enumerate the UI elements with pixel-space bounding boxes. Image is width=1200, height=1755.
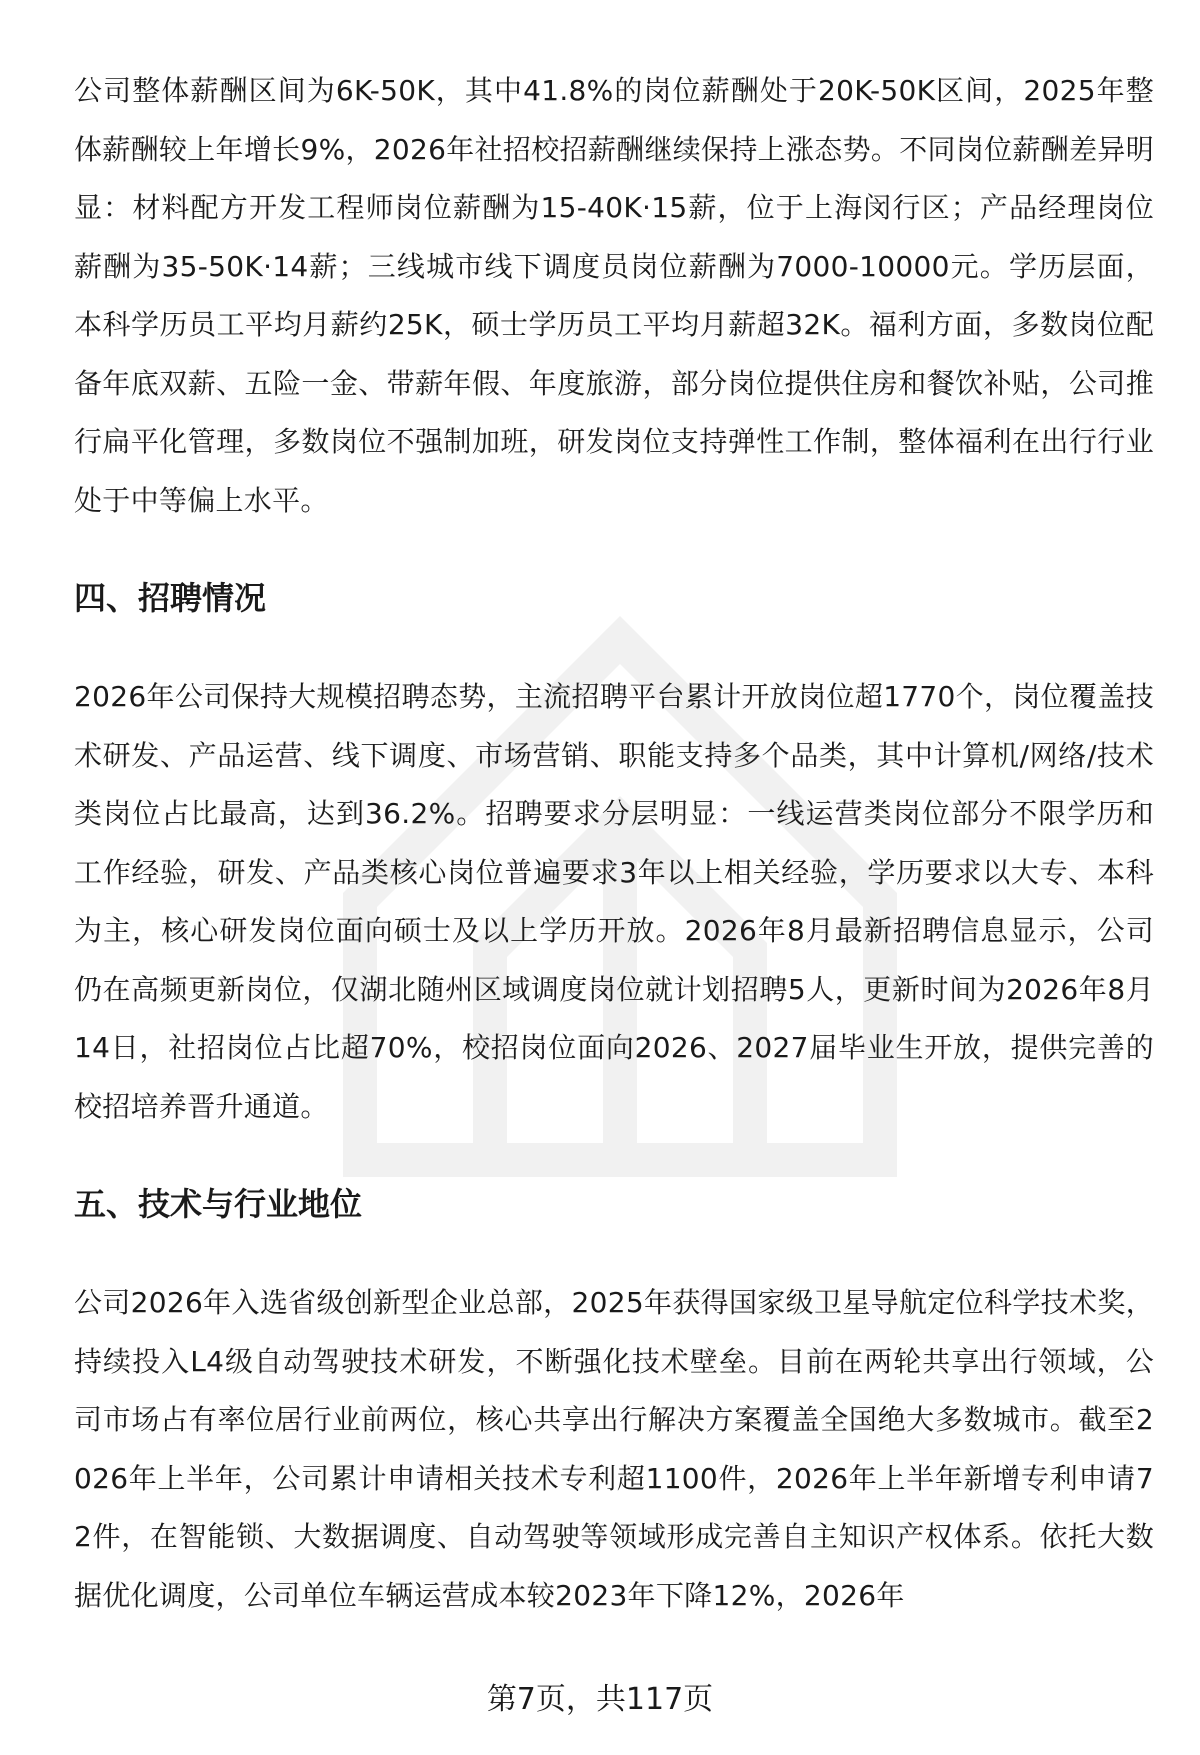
section-heading-technology: 五、技术与行业地位 bbox=[74, 1185, 363, 1223]
page-number-footer: 第7页，共117页 bbox=[486, 1682, 714, 1717]
section-heading-recruitment: 四、招聘情况 bbox=[74, 579, 267, 617]
technology-paragraph: 公司2026年入选省级创新型企业总部，2025年获得国家级卫星导航定位科学技术奖，持续投入L4级自动驾驶技术研发，不断强化技术壁垒。目前在两轮共享出行领域，公司市场占有率位居行业前两位，核心共享出行解决方案覆盖全国绝大多数城市。截至2026年上半年，公司累计申请相关技术专利超1100件，2026年上半年新增专利申请72件，在智能锁、大数据调度、自动驾驶等领域形成完善自主知识产权体系。依托大数据优化调度，公司单位车辆运营成本较2023年下降12%，2026年 bbox=[74, 1286, 1154, 1612]
document-content bbox=[74, 62, 1154, 1625]
salary-benefits-paragraph: 公司整体薪酬区间为6K-50K，其中41.8%的岗位薪酬处于20K-50K区间，2025年整体薪酬较上年增长9%，2026年社招校招薪酬继续保持上涨态势。不同岗位薪酬差异明显：材料配方开发工程师岗位薪酬为15-40K·15薪，位于上海闵行区；产品经理岗位薪酬为35-50K·14薪；三线城市线下调度员岗位薪酬为7000-10000元。学历层面，本科学历员工平均月薪约25K，硕士学历员工平均月薪超32K。福利方面，多数岗位配备年底双薪、五险一金、带薪年假、年度旅游，部分岗位提供住房和餐饮补贴，公司推行扁平化管理，多数岗位不强制加班，研发岗位支持弹性工作制，整体福利在出行行业处于中等偏上水平。 bbox=[74, 74, 1154, 517]
recruitment-paragraph: 2026年公司保持大规模招聘态势，主流招聘平台累计开放岗位超1770个，岗位覆盖技术研发、产品运营、线下调度、市场营销、职能支持多个品类，其中计算机/网络/技术类岗位占比最高，达到36.2%。招聘要求分层明显：一线运营类岗位部分不限学历和工作经验，研发、产品类核心岗位普遍要求3年以上相关经验，学历要求以大专、本科为主，核心研发岗位面向硕士及以上学历开放。2026年8月最新招聘信息显示，公司仍在高频更新岗位，仅湖北随州区域调度岗位就计划招聘5人，更新时间为2026年8月14日，社招岗位占比超70%，校招岗位面向2026、2027届毕业生开放，提供完善的校招培养晋升通道。 bbox=[74, 680, 1154, 1123]
